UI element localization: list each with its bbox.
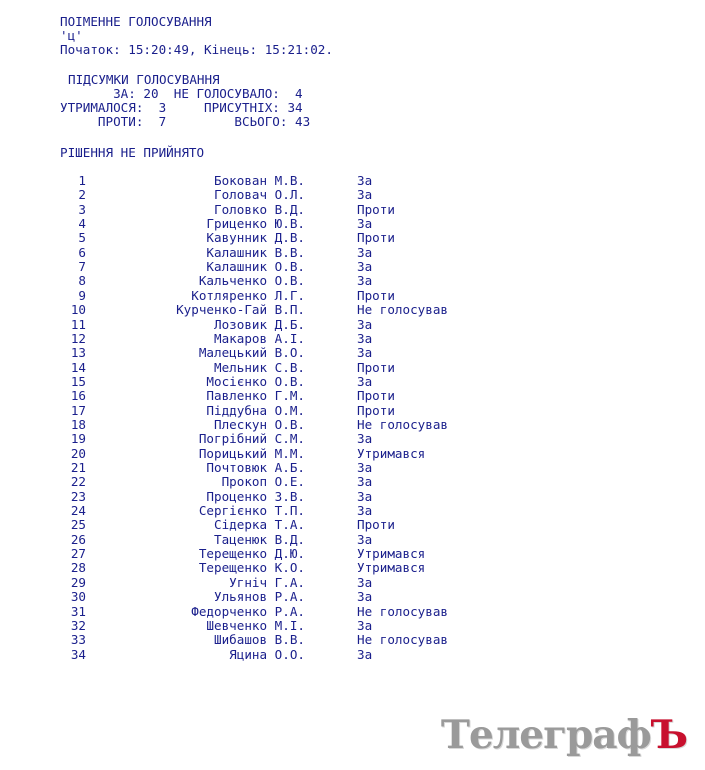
vote-result: За (357, 503, 373, 519)
vote-row (60, 648, 480, 662)
vote-result: Не голосував (357, 416, 448, 432)
vote-number: 11 (70, 316, 86, 332)
vote-row (60, 303, 480, 317)
vote-result: За (357, 373, 373, 389)
vote-subject: 'ц' (60, 28, 83, 43)
deputy-name: Котляренко Л.Г. (191, 287, 305, 303)
vote-number: 31 (70, 603, 86, 619)
vote-result: Не голосував (357, 302, 448, 318)
vote-row (60, 504, 480, 518)
deputy-name: Шевченко М.І. (206, 617, 305, 633)
vote-result: За (357, 460, 373, 475)
deputy-name: Терещенко К.О. (198, 560, 305, 576)
vote-result: Проти (357, 402, 395, 418)
decision-status: РІШЕННЯ НЕ ПРИЙНЯТО (60, 145, 205, 160)
deputy-name: Бокован М.В. (214, 173, 305, 188)
deputy-name: Головко В.Д. (214, 201, 305, 217)
vote-number: 29 (70, 574, 86, 590)
deputy-name: Ульянов Р.А. (214, 589, 305, 605)
vote-row (60, 375, 480, 389)
deputy-name: Шибашов В.В. (214, 632, 305, 648)
vote-row (60, 318, 480, 332)
vote-row (60, 174, 480, 188)
summary-heading: ПІДСУМКИ ГОЛОСУВАННЯ (68, 72, 220, 87)
vote-number: 23 (70, 488, 86, 504)
deputy-name: Плескун О.В. (214, 416, 305, 432)
vote-row (60, 461, 480, 475)
vote-result: Не голосував (357, 632, 448, 648)
vote-row (60, 203, 480, 217)
vote-row (60, 274, 480, 288)
vote-row (60, 404, 480, 418)
vote-row (60, 332, 480, 346)
deputy-name: Макаров А.І. (214, 330, 305, 346)
vote-number: 22 (70, 474, 86, 490)
vote-result: Проти (357, 517, 395, 533)
vote-result: За (357, 187, 373, 203)
deputy-name: Кавунник Д.В. (206, 230, 305, 246)
deputy-name: Піддубна О.М. (206, 402, 305, 418)
vote-row (60, 447, 480, 461)
vote-result: За (357, 646, 373, 662)
deputy-name: Прокоп О.Е. (221, 474, 305, 490)
deputy-name: Яцина О.О. (229, 646, 305, 662)
vote-number: 34 (70, 646, 86, 662)
vote-number: 18 (70, 416, 86, 432)
deputy-name: Мосієнко О.В. (206, 373, 305, 389)
vote-result: Утримався (357, 546, 426, 562)
vote-number: 7 (78, 259, 86, 275)
vote-number: 3 (78, 201, 86, 217)
vote-result: За (357, 173, 373, 188)
vote-number: 4 (78, 216, 86, 232)
vote-result: Проти (357, 287, 395, 303)
vote-number: 15 (70, 373, 86, 389)
vote-number: 19 (70, 431, 86, 447)
vote-number: 2 (78, 187, 86, 203)
vote-result: Проти (357, 201, 395, 217)
vote-row (60, 590, 480, 604)
vote-row (60, 475, 480, 489)
deputy-name: Гриценко Ю.В. (206, 216, 305, 232)
deputy-name: Почтовюк А.Б. (206, 460, 305, 475)
deputy-name: Лозовик Д.Б. (214, 316, 305, 332)
summary-line-for: ЗА: 20 НЕ ГОЛОСУВАЛО: 4 (60, 86, 303, 101)
vote-row (60, 561, 480, 575)
vote-row (60, 346, 480, 360)
vote-row (60, 533, 480, 547)
vote-number: 13 (70, 345, 86, 361)
vote-row (60, 490, 480, 504)
vote-number: 8 (78, 273, 86, 289)
deputy-name: Погрібний С.М. (198, 431, 305, 447)
deputy-name: Порицький М.М. (198, 445, 305, 461)
telegraf-logo (441, 712, 687, 758)
vote-result: За (357, 244, 373, 260)
vote-row (60, 576, 480, 590)
vote-result: За (357, 617, 373, 633)
vote-row (60, 361, 480, 375)
deputy-name: Мельник С.В. (214, 359, 305, 375)
deputy-name: Таценюк В.Д. (214, 531, 305, 547)
vote-number: 32 (70, 617, 86, 633)
deputy-name: Калашник В.В. (206, 244, 305, 260)
vote-number: 17 (70, 402, 86, 418)
vote-result: За (357, 488, 373, 504)
deputy-name: Кальченко О.В. (198, 273, 305, 289)
vote-result: За (357, 531, 373, 547)
vote-result: Утримався (357, 445, 426, 461)
deputy-name: Павленко Г.М. (206, 388, 305, 404)
vote-row (60, 260, 480, 274)
deputy-name: Сідерка Т.А. (214, 517, 305, 533)
vote-result: За (357, 216, 373, 232)
vote-number: 25 (70, 517, 86, 533)
vote-number: 20 (70, 445, 86, 461)
vote-number: 9 (78, 287, 86, 303)
vote-number: 27 (70, 546, 86, 562)
vote-row (60, 605, 480, 619)
vote-result: Не голосував (357, 603, 448, 619)
document-title: ПОІМЕННЕ ГОЛОСУВАННЯ (60, 14, 212, 29)
vote-row (60, 389, 480, 403)
vote-number: 24 (70, 503, 86, 519)
vote-number: 12 (70, 330, 86, 346)
deputy-name: Терещенко Д.Ю. (198, 546, 305, 562)
vote-result: Утримався (357, 560, 426, 576)
vote-result: За (357, 574, 373, 590)
logo-tail: Ъ (650, 712, 687, 758)
vote-number: 10 (70, 302, 86, 318)
vote-number: 1 (78, 173, 86, 188)
vote-result: За (357, 589, 373, 605)
vote-row (60, 432, 480, 446)
vote-number: 21 (70, 460, 86, 475)
deputy-name: Федорченко Р.А. (191, 603, 305, 619)
vote-number: 33 (70, 632, 86, 648)
vote-time: Початок: 15:20:49, Кінець: 15:21:02. (60, 42, 333, 57)
deputy-name: Курченко-Гай В.П. (176, 302, 305, 318)
deputy-name: Малецький В.О. (198, 345, 305, 361)
vote-result: За (357, 474, 373, 490)
vote-number: 6 (78, 244, 86, 260)
vote-row (60, 246, 480, 260)
deputy-name: Сергієнко Т.П. (198, 503, 305, 519)
vote-number: 26 (70, 531, 86, 547)
vote-row (60, 418, 480, 432)
deputy-name: Угніч Г.А. (229, 574, 305, 590)
vote-row (60, 231, 480, 245)
vote-number: 14 (70, 359, 86, 375)
vote-row (60, 518, 480, 532)
vote-result: За (357, 259, 373, 275)
logo-main: Телеграф (440, 712, 651, 758)
vote-row (60, 547, 480, 561)
deputy-name: Головач О.Л. (214, 187, 305, 203)
vote-number: 28 (70, 560, 86, 576)
deputy-name: Проценко З.В. (206, 488, 305, 504)
summary-line-against: ПРОТИ: 7 ВСЬОГО: 43 (60, 114, 311, 129)
vote-result: За (357, 316, 373, 332)
vote-result: Проти (357, 388, 395, 404)
vote-result: За (357, 431, 373, 447)
summary-line-abstained: УТРИМАЛОСЯ: 3 ПРИСУТНІХ: 34 (60, 100, 303, 115)
vote-result: За (357, 330, 373, 346)
vote-number: 30 (70, 589, 86, 605)
vote-row (60, 217, 480, 231)
vote-row (60, 188, 480, 202)
vote-number: 5 (78, 230, 86, 246)
vote-row (60, 619, 480, 633)
vote-result: Проти (357, 359, 395, 375)
vote-row (60, 289, 480, 303)
vote-row (60, 633, 480, 647)
vote-number: 16 (70, 388, 86, 404)
deputy-name: Калашник О.В. (206, 259, 305, 275)
vote-result: За (357, 273, 373, 289)
vote-result: Проти (357, 230, 395, 246)
vote-result: За (357, 345, 373, 361)
